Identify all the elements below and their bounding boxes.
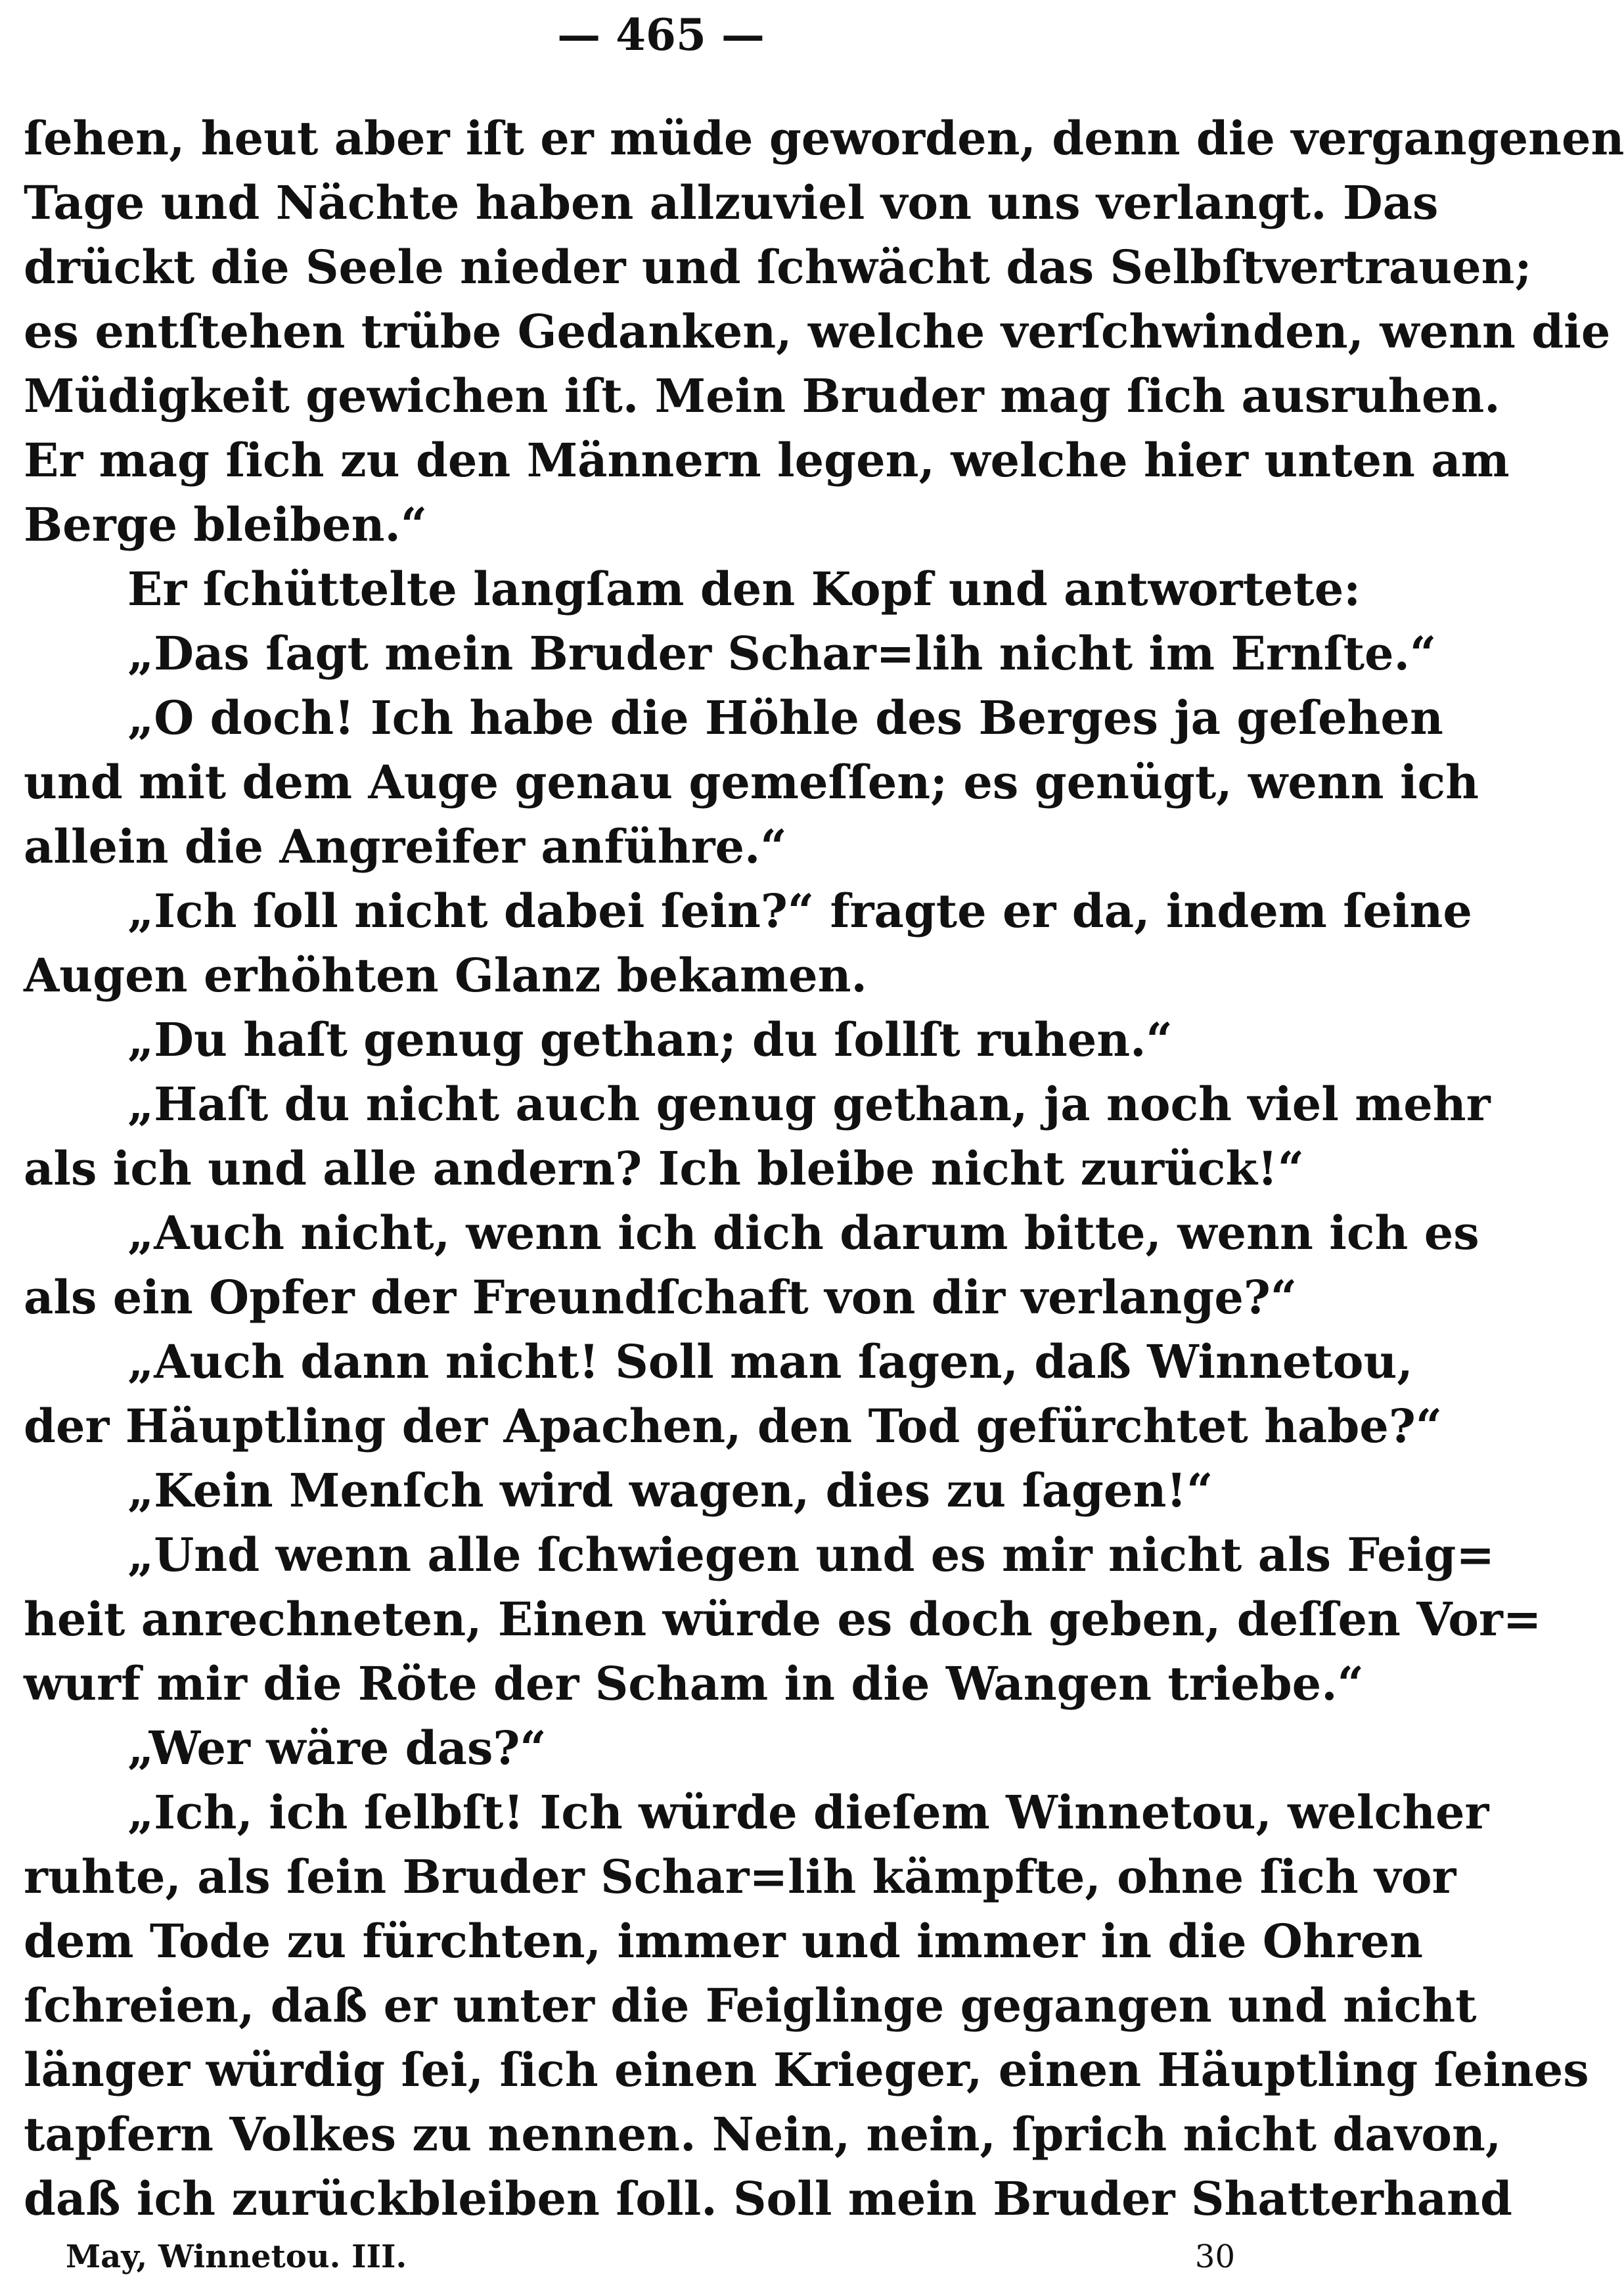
text-line: Er mag ſich zu den Männern legen, welche hier unten am [24, 433, 1510, 487]
text-line: „Du haſt genug gethan; du ſollſt ruhen.“ [127, 1012, 1173, 1067]
footer-sheet-number: 30 [1194, 2238, 1235, 2275]
text-line: „Ich ſoll nicht dabei ſein?“ fragte er da, indem ſeine [127, 884, 1472, 938]
text-line: Er ſchüttelte langſam den Kopf und antwortete: [127, 562, 1361, 616]
text-line: „Wer wäre das?“ [127, 1721, 547, 1775]
text-line: Müdigkeit gewichen iſt. Mein Bruder mag ſich ausruhen. [24, 369, 1500, 423]
body-text [24, 106, 1624, 2231]
text-line: „Auch dann nicht! Soll man ſagen, daß Winnetou, [127, 1334, 1413, 1389]
text-line: ruhte, als ſein Bruder Schar=lih kämpfte, ohne ſich vor [24, 1849, 1456, 1904]
text-line: der Häuptling der Apachen, den Tod gefürchtet habe?“ [24, 1399, 1443, 1453]
text-line: ſehen, heut aber iſt er müde geworden, denn die vergangenen [24, 111, 1624, 166]
text-line: „Ich, ich ſelbſt! Ich würde dieſem Winnetou, welcher [127, 1785, 1489, 1840]
text-line: wurf mir die Röte der Scham in die Wangen triebe.“ [24, 1656, 1364, 1711]
text-line: „O doch! Ich habe die Höhle des Berges ja geſehen [127, 691, 1443, 745]
text-line: daß ich zurückbleiben ſoll. Soll mein Bruder Shatterhand [24, 2171, 1512, 2226]
text-line: heit anrechneten, Einen würde es doch geben, deſſen Vor= [24, 1592, 1542, 1646]
text-line: ſchreien, daß er unter die Feiglinge gegangen und nicht [24, 1978, 1477, 2033]
text-line: als ein Opfer der Freundſchaft von dir verlange?“ [24, 1270, 1297, 1325]
text-line: „Auch nicht, wenn ich dich darum bitte, wenn ich es [127, 1206, 1479, 1260]
page-number: — 465 — [557, 9, 765, 60]
footer-signature: May, Winnetou. III. [66, 2238, 407, 2275]
text-line: „Haſt du nicht auch genug gethan, ja noch viel mehr [127, 1077, 1491, 1131]
text-line: es entſtehen trübe Gedanken, welche verſchwinden, wenn die [24, 304, 1611, 359]
text-line: „Und wenn alle ſchwiegen und es mir nicht als Feig= [127, 1528, 1495, 1582]
text-line: „Das ſagt mein Bruder Schar=lih nicht im Ernſte.“ [127, 626, 1437, 681]
text-line: länger würdig ſei, ſich einen Krieger, einen Häuptling ſeines [24, 2043, 1589, 2097]
page-footer [66, 2234, 1235, 2280]
text-line: als ich und alle andern? Ich bleibe nicht zurück!“ [24, 1141, 1305, 1196]
text-line: allein die Angreifer anführe.“ [24, 819, 787, 874]
text-line: drückt die Seele nieder und ſchwächt das Selbſtvertrauen; [24, 240, 1532, 294]
text-line: Augen erhöhten Glanz bekamen. [24, 948, 867, 1003]
text-line: Tage und Nächte haben allzuviel von uns verlangt. Das [24, 175, 1439, 230]
text-line: Berge bleiben.“ [24, 497, 428, 552]
text-line: und mit dem Auge genau gemeſſen; es genügt, wenn ich [24, 755, 1479, 809]
text-line: „Kein Menſch wird wagen, dies zu ſagen!“ [127, 1463, 1213, 1518]
text-line: tapfern Volkes zu nennen. Nein, nein, ſprich nicht davon, [24, 2107, 1502, 2162]
text-line: dem Tode zu fürchten, immer und immer in die Ohren [24, 1914, 1424, 1968]
